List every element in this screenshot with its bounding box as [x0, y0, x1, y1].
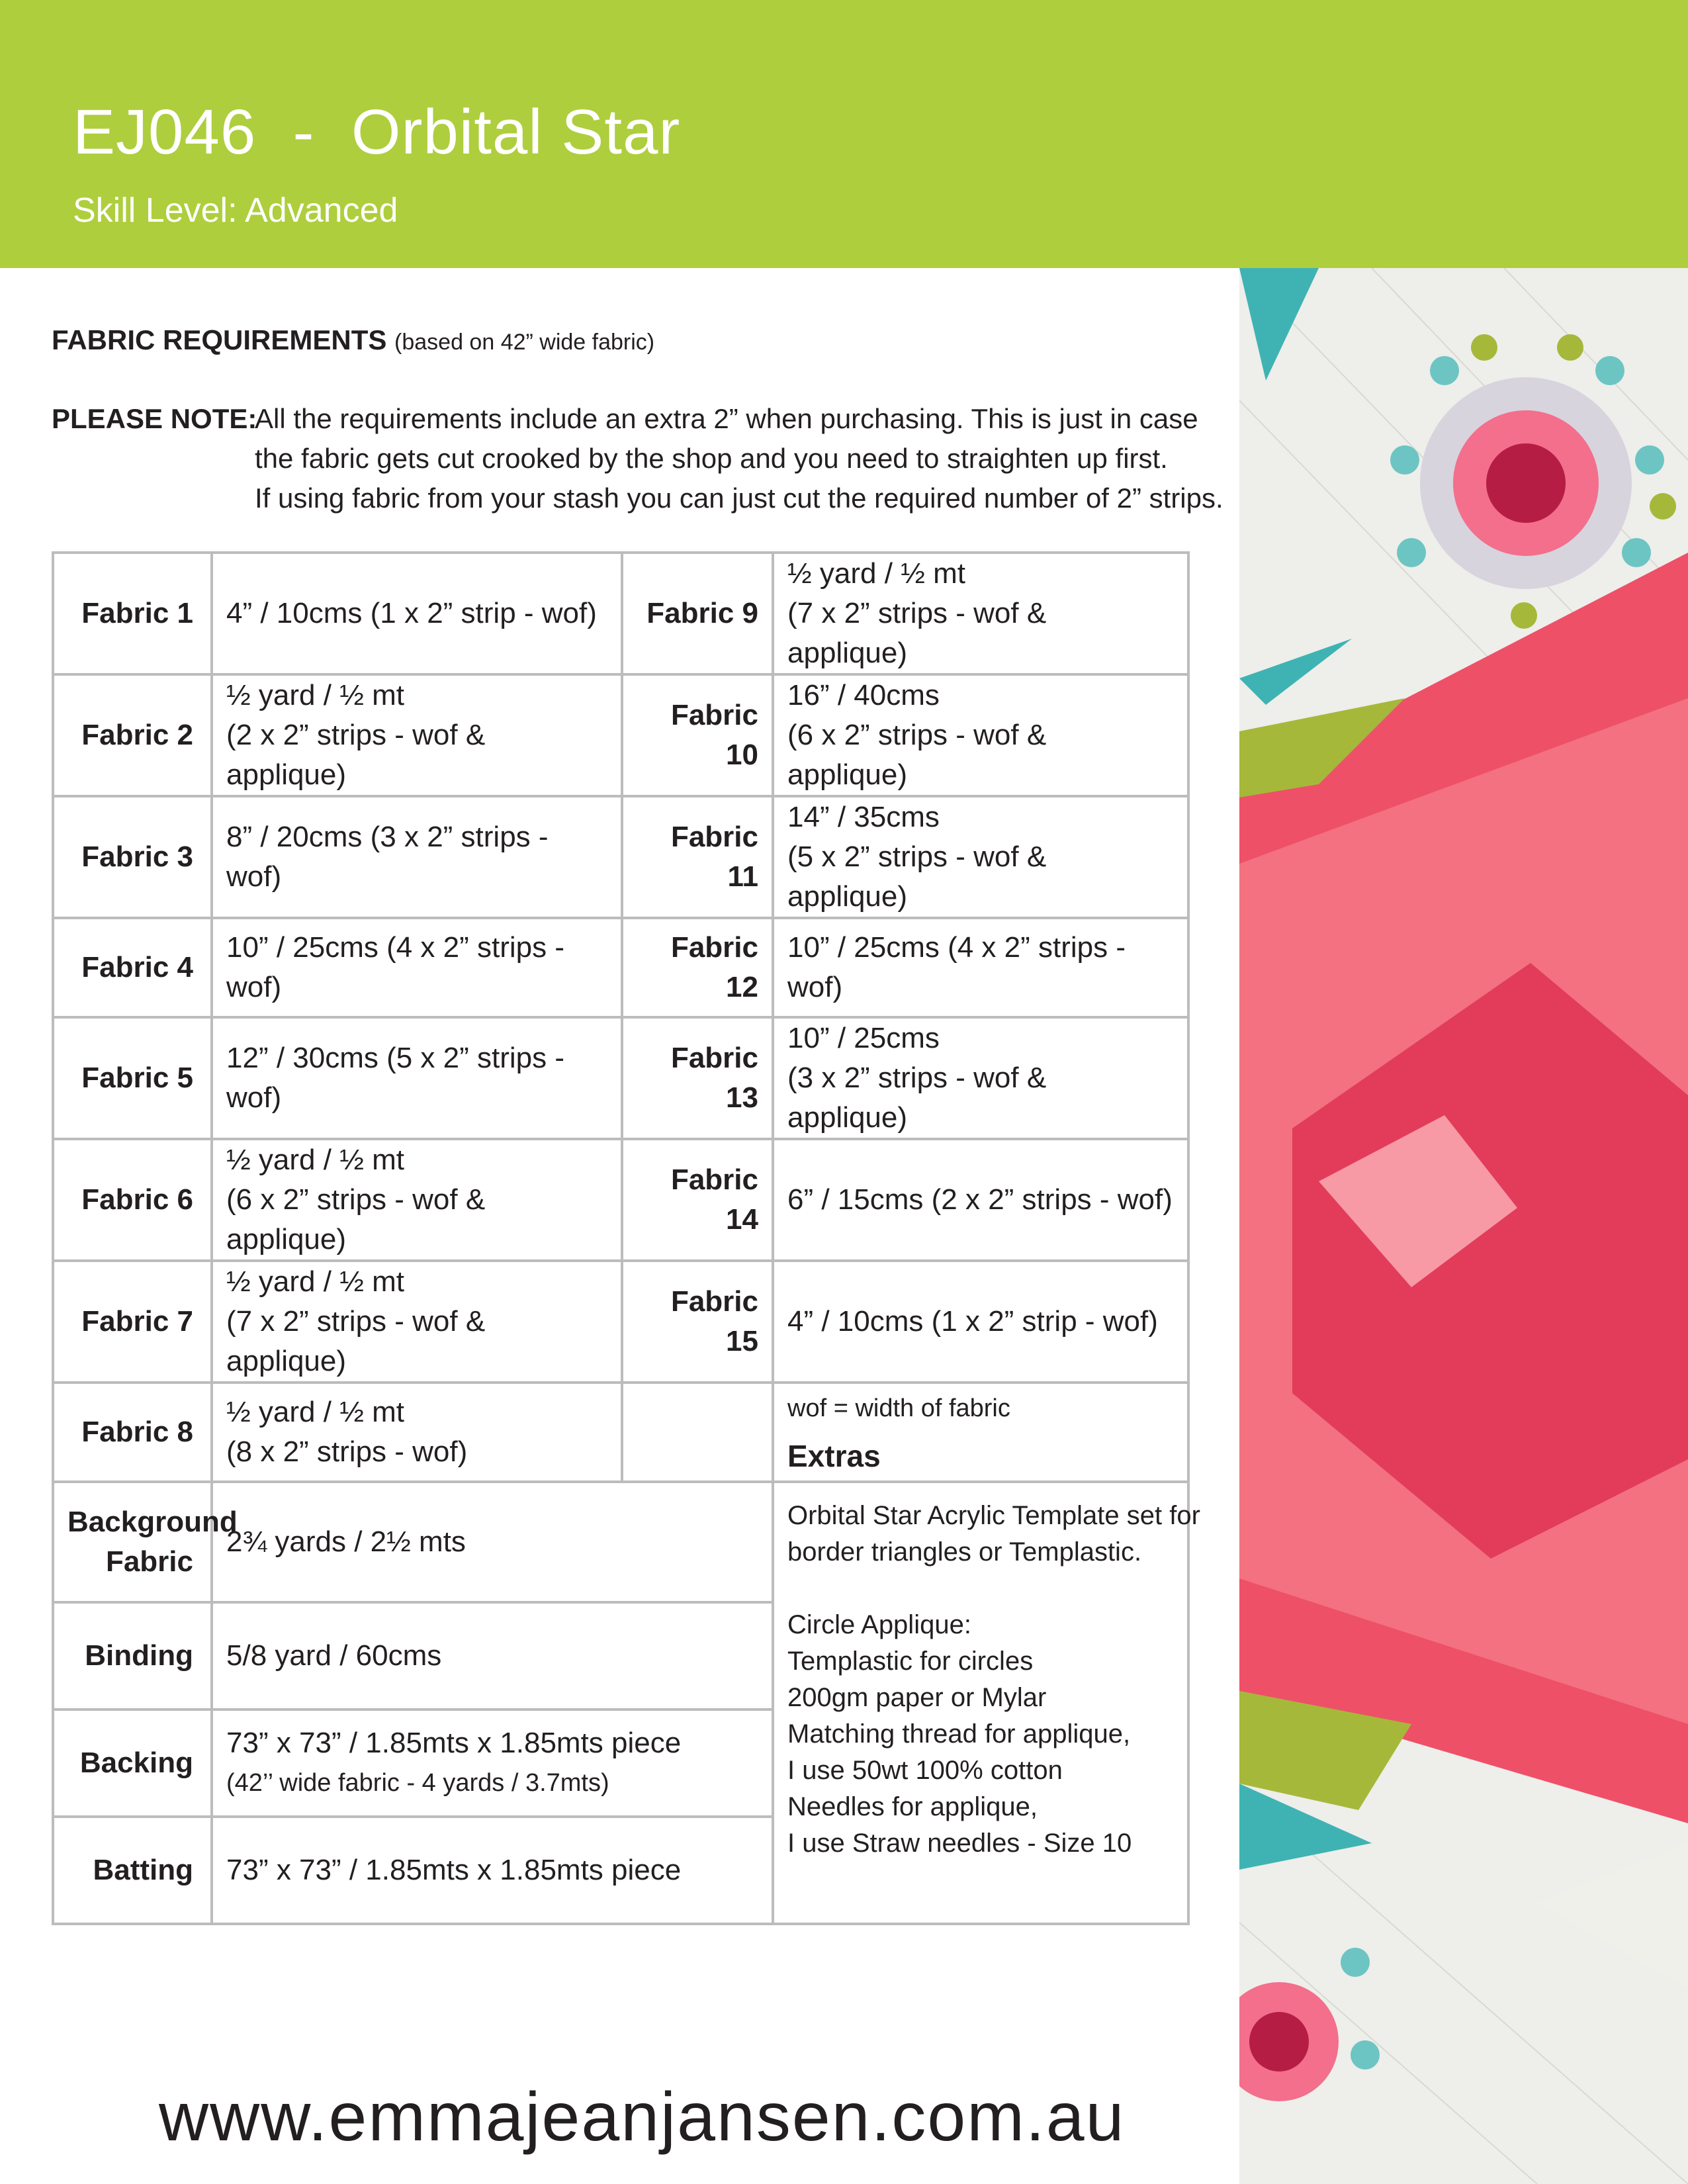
table-row — [53, 674, 1188, 796]
wof-note: wof = width of fabric — [787, 1394, 1010, 1422]
fabric-label: Fabric 12 — [622, 918, 773, 1017]
table-row — [53, 1139, 1188, 1261]
fabric-amount: 73” x 73” / 1.85mts x 1.85mts piece — [212, 1817, 773, 1924]
fabric-label: Fabric 6 — [53, 1139, 212, 1261]
extras-heading: Extras — [787, 1439, 881, 1473]
note-line: the fabric gets cut crooked by the shop and you need to straighten up first. — [255, 443, 1168, 474]
please-note-label: PLEASE NOTE: — [52, 403, 257, 434]
please-note-text — [255, 399, 1221, 518]
fabric-label: Fabric 15 — [622, 1261, 773, 1383]
quilt-photo — [1239, 268, 1688, 2184]
page-title: EJ046 - Orbital Star — [73, 97, 681, 167]
fabric-amount: ½ yard / ½ mt (2 x 2” strips - wof & applique) — [212, 674, 622, 796]
table-row — [53, 553, 1188, 674]
fabric-label: Fabric 4 — [53, 918, 212, 1017]
fabric-label: Fabric 5 — [53, 1017, 212, 1139]
fabric-amount: ½ yard / ½ mt (7 x 2” strips - wof & applique) — [773, 553, 1188, 674]
fabric-amount: 10” / 25cms (4 x 2” strips - wof) — [212, 918, 622, 1017]
fabric-label: Binding — [53, 1602, 212, 1709]
fabric-amount: 12” / 30cms (5 x 2” strips - wof) — [212, 1017, 622, 1139]
extras-list: Orbital Star Acrylic Template set for border triangles or Templastic. Circle Applique: Templastic for circles 200gm paper or Mylar Matching thread for applique, I use 50wt 100% cotton Needles for applique, I use Straw needles - Size 10 — [773, 1482, 1188, 1924]
fabric-label: Fabric 3 — [53, 796, 212, 918]
fabric-amount: 6” / 15cms (2 x 2” strips - wof) — [773, 1139, 1188, 1261]
header-banner — [0, 0, 1688, 268]
fabric-label: Fabric 8 — [53, 1383, 212, 1482]
table-row — [53, 1017, 1188, 1139]
fabric-amount: 10” / 25cms (3 x 2” strips - wof & applique) — [773, 1017, 1188, 1139]
fabric-amount: 4” / 10cms (1 x 2” strip - wof) — [773, 1261, 1188, 1383]
skill-level: Skill Level: Advanced — [73, 191, 398, 230]
fabric-requirements-heading — [52, 324, 1203, 356]
fabric-label: Fabric 14 — [622, 1139, 773, 1261]
fabric-label: Fabric 7 — [53, 1261, 212, 1383]
fabric-label: Background Fabric — [53, 1482, 212, 1602]
fabric-requirements-table — [52, 551, 1200, 1925]
table-row — [53, 1383, 1188, 1482]
fabric-amount: ½ yard / ½ mt (6 x 2” strips - wof & applique) — [212, 1139, 622, 1261]
fabric-label: Fabric 1 — [53, 553, 212, 674]
fabric-amount: ½ yard / ½ mt (7 x 2” strips - wof & applique) — [212, 1261, 622, 1383]
fabric-amount: 10” / 25cms (4 x 2” strips - wof) — [773, 918, 1188, 1017]
extras-heading-cell — [773, 1383, 1188, 1482]
requirements-title: FABRIC REQUIREMENTS — [52, 324, 387, 355]
fabric-amount: 4” / 10cms (1 x 2” strip - wof) — [212, 553, 622, 674]
fabric-label: Fabric 10 — [622, 674, 773, 796]
table-row — [53, 1261, 1188, 1383]
empty-cell — [622, 1383, 773, 1482]
requirements-note: (based on 42” wide fabric) — [394, 330, 655, 355]
fabric-label: Fabric 11 — [622, 796, 773, 918]
fabric-amount: 5/8 yard / 60cms — [212, 1602, 773, 1709]
fabric-amount: ½ yard / ½ mt (8 x 2” strips - wof) — [212, 1383, 622, 1482]
fabric-label: Fabric 2 — [53, 674, 212, 796]
fabric-label: Fabric 9 — [622, 553, 773, 674]
fabric-amount: 73” x 73” / 1.85mts x 1.85mts piece (42’’ wide fabric - 4 yards / 3.7mts) — [212, 1709, 773, 1817]
table-row — [53, 796, 1188, 918]
fabric-amount: 14” / 35cms (5 x 2” strips - wof & applique) — [773, 796, 1188, 918]
fabric-amount: 8” / 20cms (3 x 2” strips - wof) — [212, 796, 622, 918]
fabric-amount: 16” / 40cms (6 x 2” strips - wof & applique) — [773, 674, 1188, 796]
table-row — [53, 1482, 1188, 1602]
fabric-amount: 2¾ yards / 2½ mts — [212, 1482, 773, 1602]
fabric-label: Batting — [53, 1817, 212, 1924]
fabric-label: Fabric 13 — [622, 1017, 773, 1139]
note-line: All the requirements include an extra 2” when purchasing. This is just in case — [255, 403, 1198, 434]
website-url: www.emmajeanjansen.com.au — [159, 2079, 1126, 2156]
note-line: If using fabric from your stash you can just cut the required number of 2” strips. — [255, 482, 1223, 514]
fabric-label: Backing — [53, 1709, 212, 1817]
table-row — [53, 918, 1188, 1017]
